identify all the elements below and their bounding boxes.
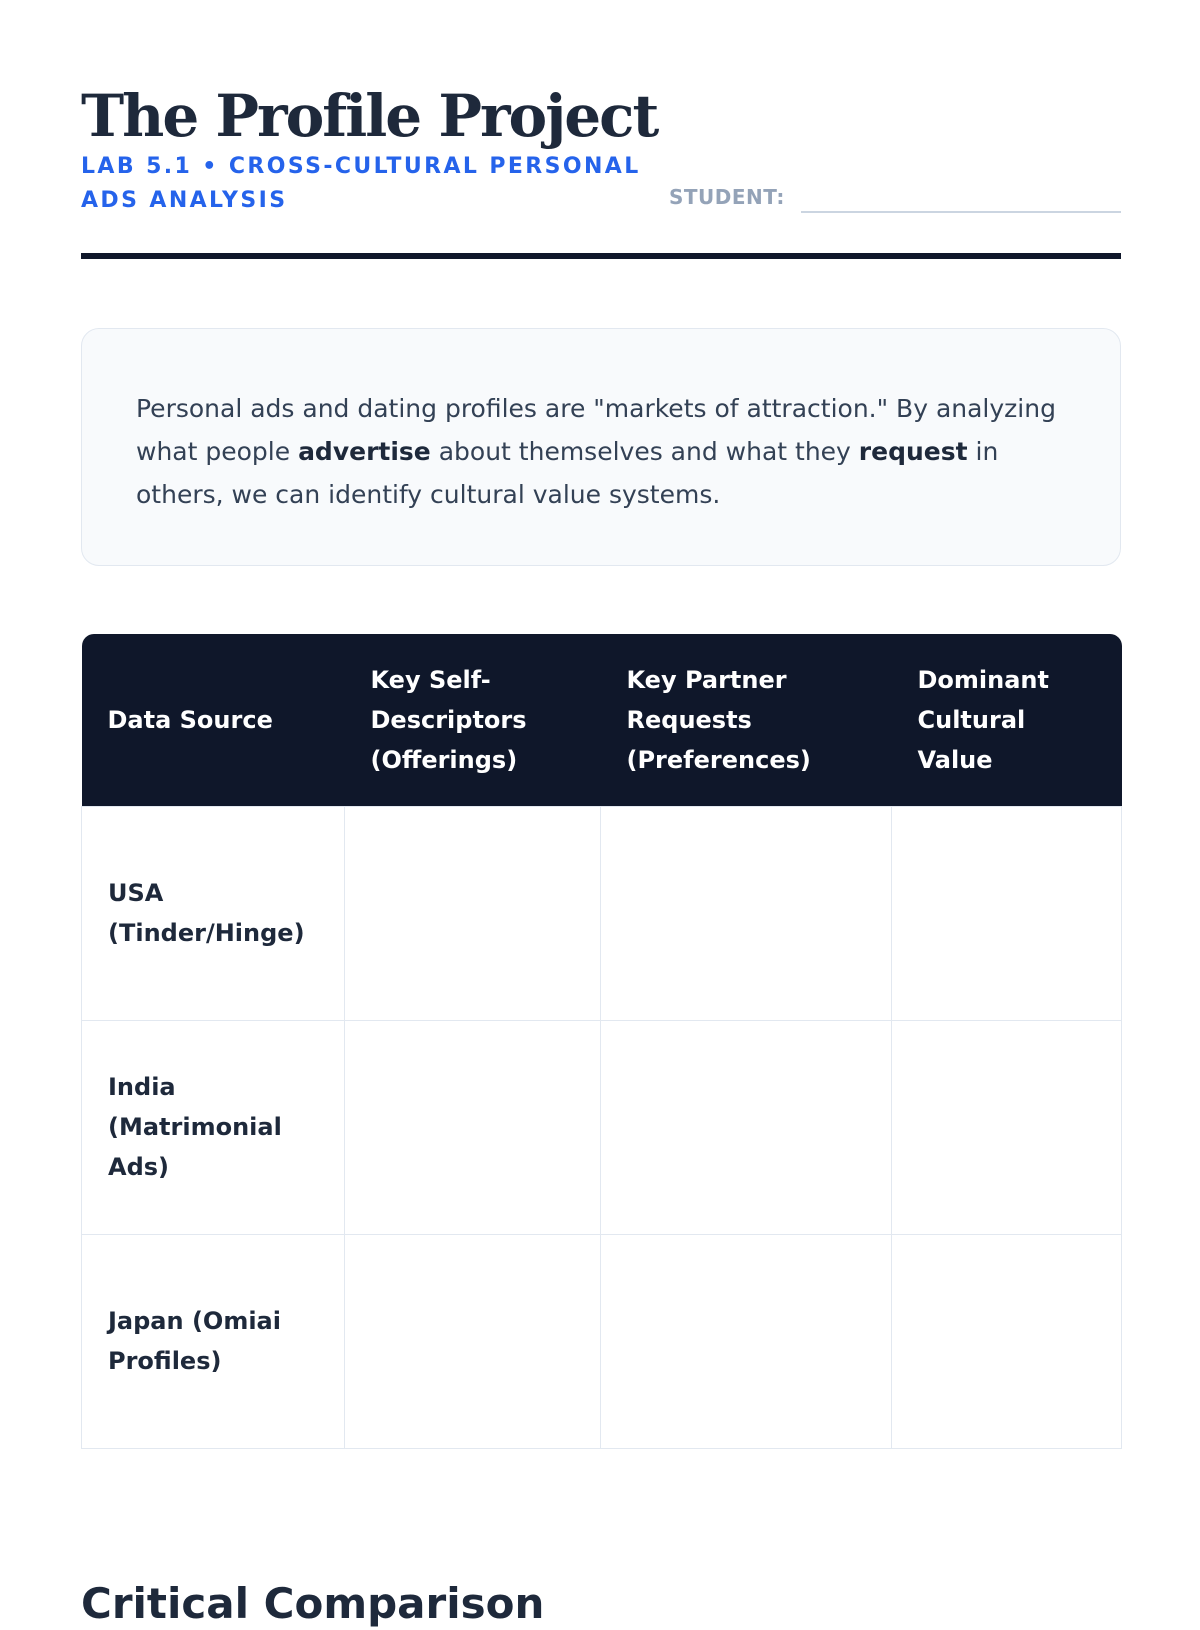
partner-requests-cell[interactable] xyxy=(601,1020,892,1234)
partner-requests-cell[interactable] xyxy=(601,806,892,1020)
column-header-self-descriptors: Key Self-Descriptors (Offerings) xyxy=(345,634,601,806)
cultural-value-cell[interactable] xyxy=(892,806,1122,1020)
worksheet-page xyxy=(81,0,1121,1628)
column-header-cultural-value: Dominant Cultural Value xyxy=(892,634,1122,806)
analysis-table xyxy=(81,634,1122,1449)
partner-requests-cell[interactable] xyxy=(601,1234,892,1448)
table-header-row xyxy=(82,634,1122,806)
intro-text xyxy=(136,387,1066,516)
student-name-field[interactable] xyxy=(801,211,1121,213)
worksheet-header xyxy=(81,80,1121,260)
column-header-data-source: Data Source xyxy=(82,634,345,806)
lab-subtitle: LAB 5.1 • CROSS-CULTURAL PERSONAL ADS ANALYSIS xyxy=(81,154,641,213)
row-source-label: Japan (Omiai Profiles) xyxy=(82,1234,345,1448)
column-header-partner-requests: Key Partner Requests (Preferences) xyxy=(601,634,892,806)
cultural-value-cell[interactable] xyxy=(892,1234,1122,1448)
row-source-label: USA (Tinder/Hinge) xyxy=(82,806,345,1020)
self-descriptors-cell[interactable] xyxy=(345,806,601,1020)
intro-text-part: in others, we can identify cultural value systems. xyxy=(136,437,999,509)
table-row xyxy=(82,806,1122,1020)
intro-box xyxy=(81,328,1121,566)
intro-emphasis-advertise: advertise xyxy=(298,437,431,466)
self-descriptors-cell[interactable] xyxy=(345,1234,601,1448)
row-source-label: India (Matrimonial Ads) xyxy=(82,1020,345,1234)
header-divider xyxy=(81,253,1121,259)
intro-text-part: about themselves and what they xyxy=(430,437,859,466)
table-row xyxy=(82,1234,1122,1448)
intro-emphasis-request: request xyxy=(858,437,968,466)
intro-text-part: Personal ads and dating profiles are "markets of attraction." By analyzing what people xyxy=(136,394,1056,466)
critical-comparison-heading: Critical Comparison xyxy=(81,1579,545,1628)
self-descriptors-cell[interactable] xyxy=(345,1020,601,1234)
table-row xyxy=(82,1020,1122,1234)
page-title: The Profile Project xyxy=(81,82,658,150)
cultural-value-cell[interactable] xyxy=(892,1020,1122,1234)
student-label: STUDENT: xyxy=(669,185,785,209)
